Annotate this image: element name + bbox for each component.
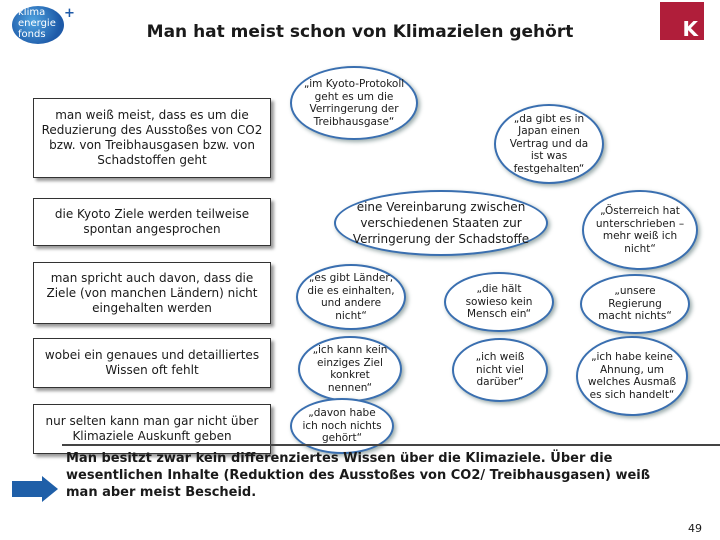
statement-box-1: man weiß meist, dass es um die Reduzierung des Ausstoßes von CO2 bzw. von Treibhausgasen bzw. von Schadstoffen geht [33, 98, 271, 178]
quote-mensch: „die hält sowieso kein Mensch ein“ [444, 272, 554, 332]
quote-oesterreich: „Österreich hat unterschrieben – mehr weiß ich nicht“ [582, 190, 698, 270]
corner-logo: K [660, 2, 704, 40]
conclusion-text: Man besitzt zwar kein differenziertes Wissen über die Klimaziele. Über die wesentlichen Inhalte (Reduktion des Ausstoßes von CO2/ Treibhausgasen) weiß man aber meist Bescheid. [66, 451, 651, 500]
quote-japan: „da gibt es in Japan einen Vertrag und da ist was festgehalten“ [494, 104, 604, 184]
quote-konkret: „ich kann kein einziges Ziel konkret nennen“ [298, 336, 402, 402]
statement-box-3: man spricht auch davon, dass die Ziele (von manchen Ländern) nicht eingehalten werden [33, 262, 271, 324]
statement-box-2: die Kyoto Ziele werden teilweise spontan angesprochen [33, 198, 271, 246]
quote-regierung: „unsere Regierung macht nichts“ [580, 274, 690, 334]
quote-laender: „es gibt Länder, die es einhalten, und andere nicht“ [296, 264, 406, 330]
statement-box-4: wobei ein genaues und detailliertes Wissen oft fehlt [33, 338, 271, 388]
quote-weiss: „ich weiß nicht viel darüber“ [452, 338, 548, 402]
statement-box-5: nur selten kann man gar nicht über Klimaziele Auskunft geben [33, 404, 271, 454]
arrow-right-icon [12, 476, 58, 502]
quote-ahnung: „ich habe keine Ahnung, um welches Ausmaß es sich handelt“ [576, 336, 688, 416]
page-title: Man hat meist schon von Klimazielen gehört [146, 22, 574, 42]
page-number: 49 [688, 522, 702, 535]
quote-gehoert: „davon habe ich noch nichts gehört“ [290, 398, 394, 454]
quote-kyoto: „im Kyoto-Protokoll geht es um die Verringerung der Treibhausgase“ [290, 66, 418, 140]
logo-text: klima energie fonds [18, 7, 56, 40]
divider-line [62, 444, 720, 446]
klimaenergiefonds-logo: klima energie fonds + [6, 4, 74, 46]
quote-vereinbarung: eine Vereinbarung zwischen verschiedenen Staaten zur Verringerung der Schadstoffe [334, 190, 548, 256]
